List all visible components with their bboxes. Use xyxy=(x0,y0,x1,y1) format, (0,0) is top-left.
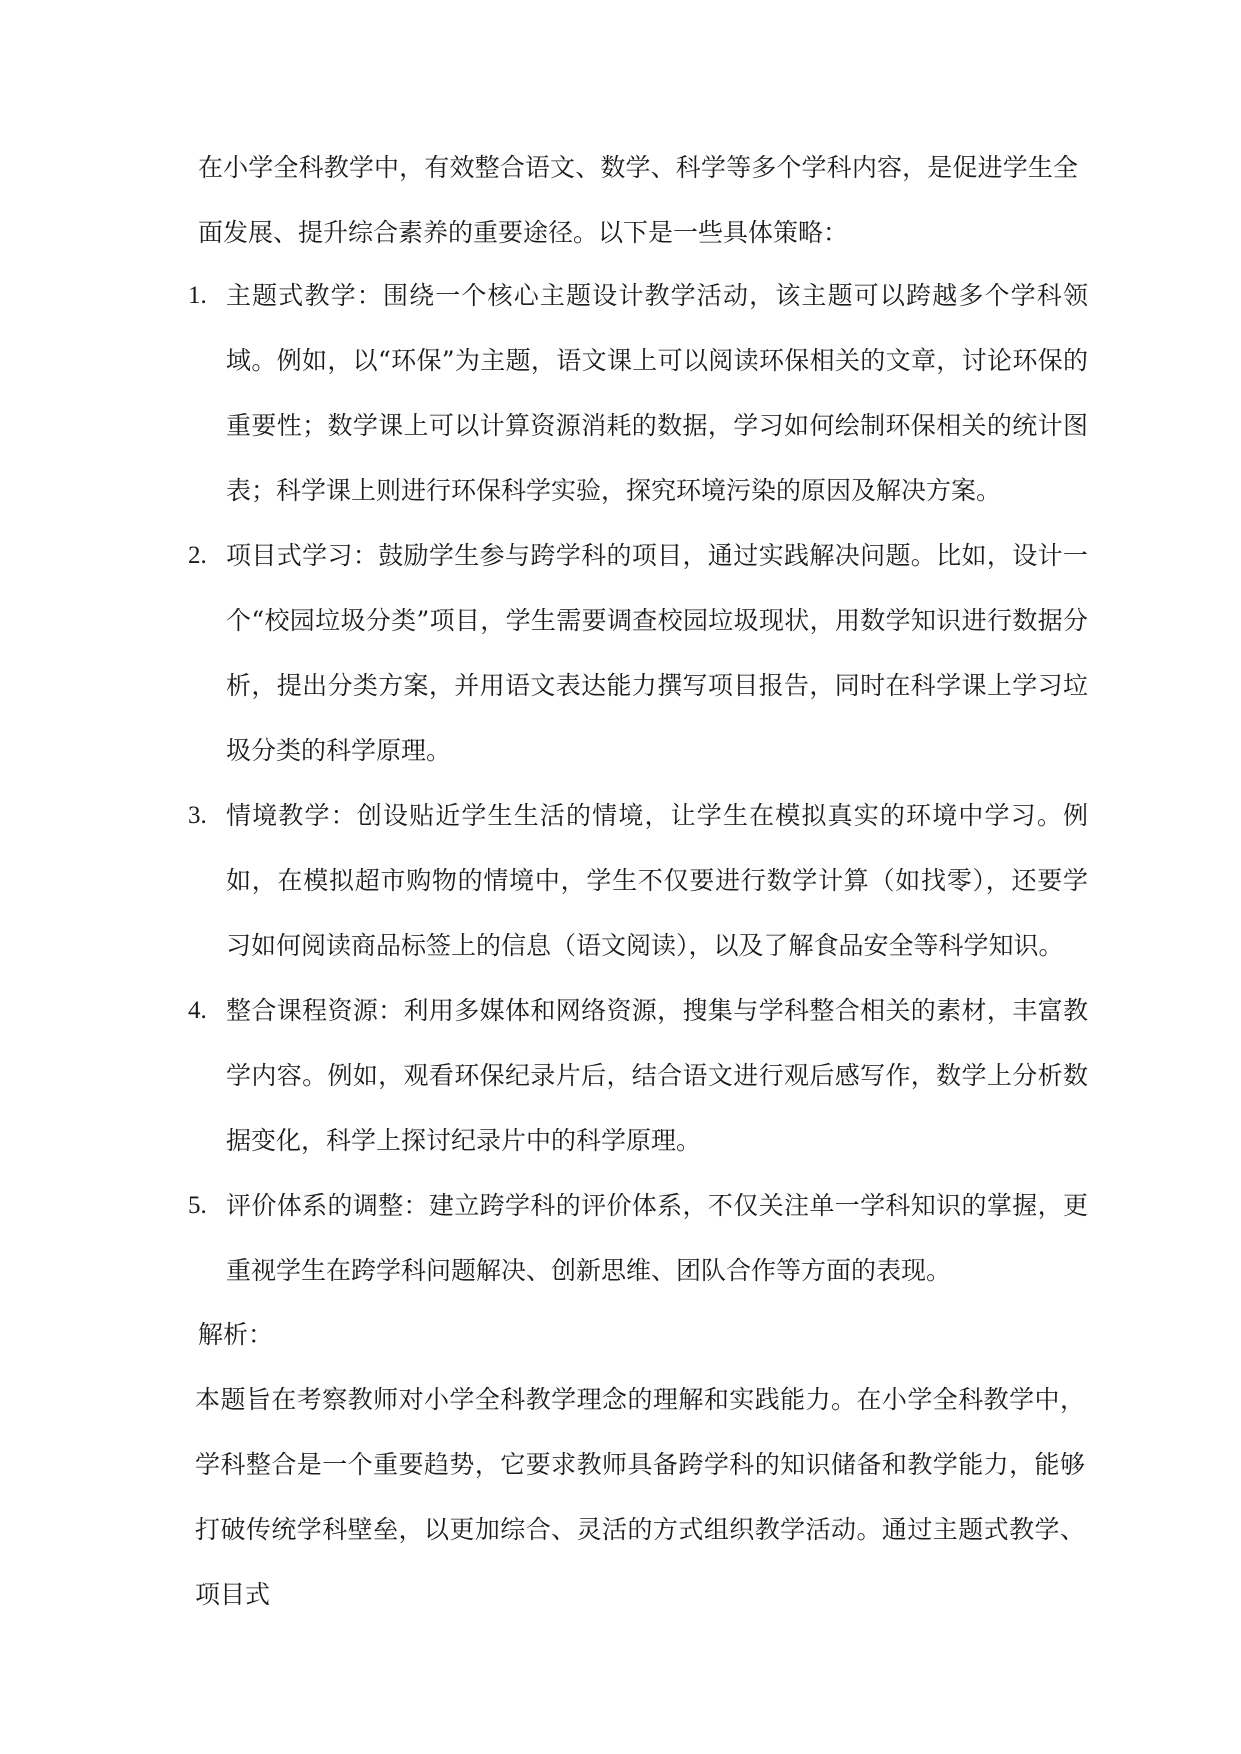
list-item-text: 利用多媒体和网络资源，搜集与学科整合相关的素材，丰富教学内容。例如，观看环保纪录片后，结合语文进行观后感写作，数学上分析数据变化，科学上探讨纪录片中的科学原理。 xyxy=(226,996,1088,1155)
list-item-title: 评价体系的调整： xyxy=(226,1191,429,1220)
list-item-number: 1. xyxy=(188,282,207,309)
list-item-number: 3. xyxy=(188,802,207,829)
strategy-list xyxy=(188,263,1088,1303)
list-item-text: 围绕一个核心主题设计教学活动，该主题可以跨越多个学科领域。例如，以“环保”为主题，语文课上可以阅读环保相关的文章，讨论环保的重要性；数学课上可以计算资源消耗的数据，学习如何绘制环保相关的统计图表；科学课上则进行环保科学实验，探究环境污染的原因及解决方案。 xyxy=(226,281,1088,505)
intro-paragraph: 在小学全科教学中，有效整合语文、数学、科学等多个学科内容，是促进学生全面发展、提升综合素养的重要途径。以下是一些具体策略： xyxy=(198,153,1078,247)
list-item-number: 4. xyxy=(188,997,207,1024)
list-item xyxy=(188,978,1088,1173)
list-item xyxy=(188,263,1088,523)
list-item-number: 2. xyxy=(188,542,207,569)
list-item-text: 建立跨学科的评价体系，不仅关注单一学科知识的掌握，更重视学生在跨学科问题解决、创新思维、团队合作等方面的表现。 xyxy=(226,1191,1088,1285)
list-item-title: 情境教学： xyxy=(226,801,357,830)
list-item-title: 主题式教学： xyxy=(226,281,383,310)
list-item xyxy=(188,523,1088,783)
list-item xyxy=(188,783,1088,978)
list-item-title: 项目式学习： xyxy=(226,541,379,570)
list-item-number: 5. xyxy=(188,1192,207,1219)
analysis-heading: 解析： xyxy=(198,1320,274,1349)
list-item-text: 创设贴近学生生活的情境，让学生在模拟真实的环境中学习。例如，在模拟超市购物的情境中，学生不仅要进行数学计算（如找零），还要学习如何阅读商品标签上的信息（语文阅读），以及了解食品安全等科学知识。 xyxy=(226,801,1088,960)
list-item xyxy=(188,1173,1088,1303)
list-item-title: 整合课程资源： xyxy=(226,996,404,1025)
list-item-text: 鼓励学生参与跨学科的项目，通过实践解决问题。比如，设计一个“校园垃圾分类”项目，学生需要调查校园垃圾现状，用数学知识进行数据分析，提出分类方案，并用语文表达能力撰写项目报告，同时在科学课上学习垃圾分类的科学原理。 xyxy=(226,541,1088,765)
analysis-paragraph: 本题旨在考察教师对小学全科教学理念的理解和实践能力。在小学全科教学中，学科整合是一个重要趋势，它要求教师具备跨学科的知识储备和教学能力，能够打破传统学科壁垒，以更加综合、灵活的方式组织教学活动。通过主题式教学、项目式 xyxy=(195,1385,1085,1609)
